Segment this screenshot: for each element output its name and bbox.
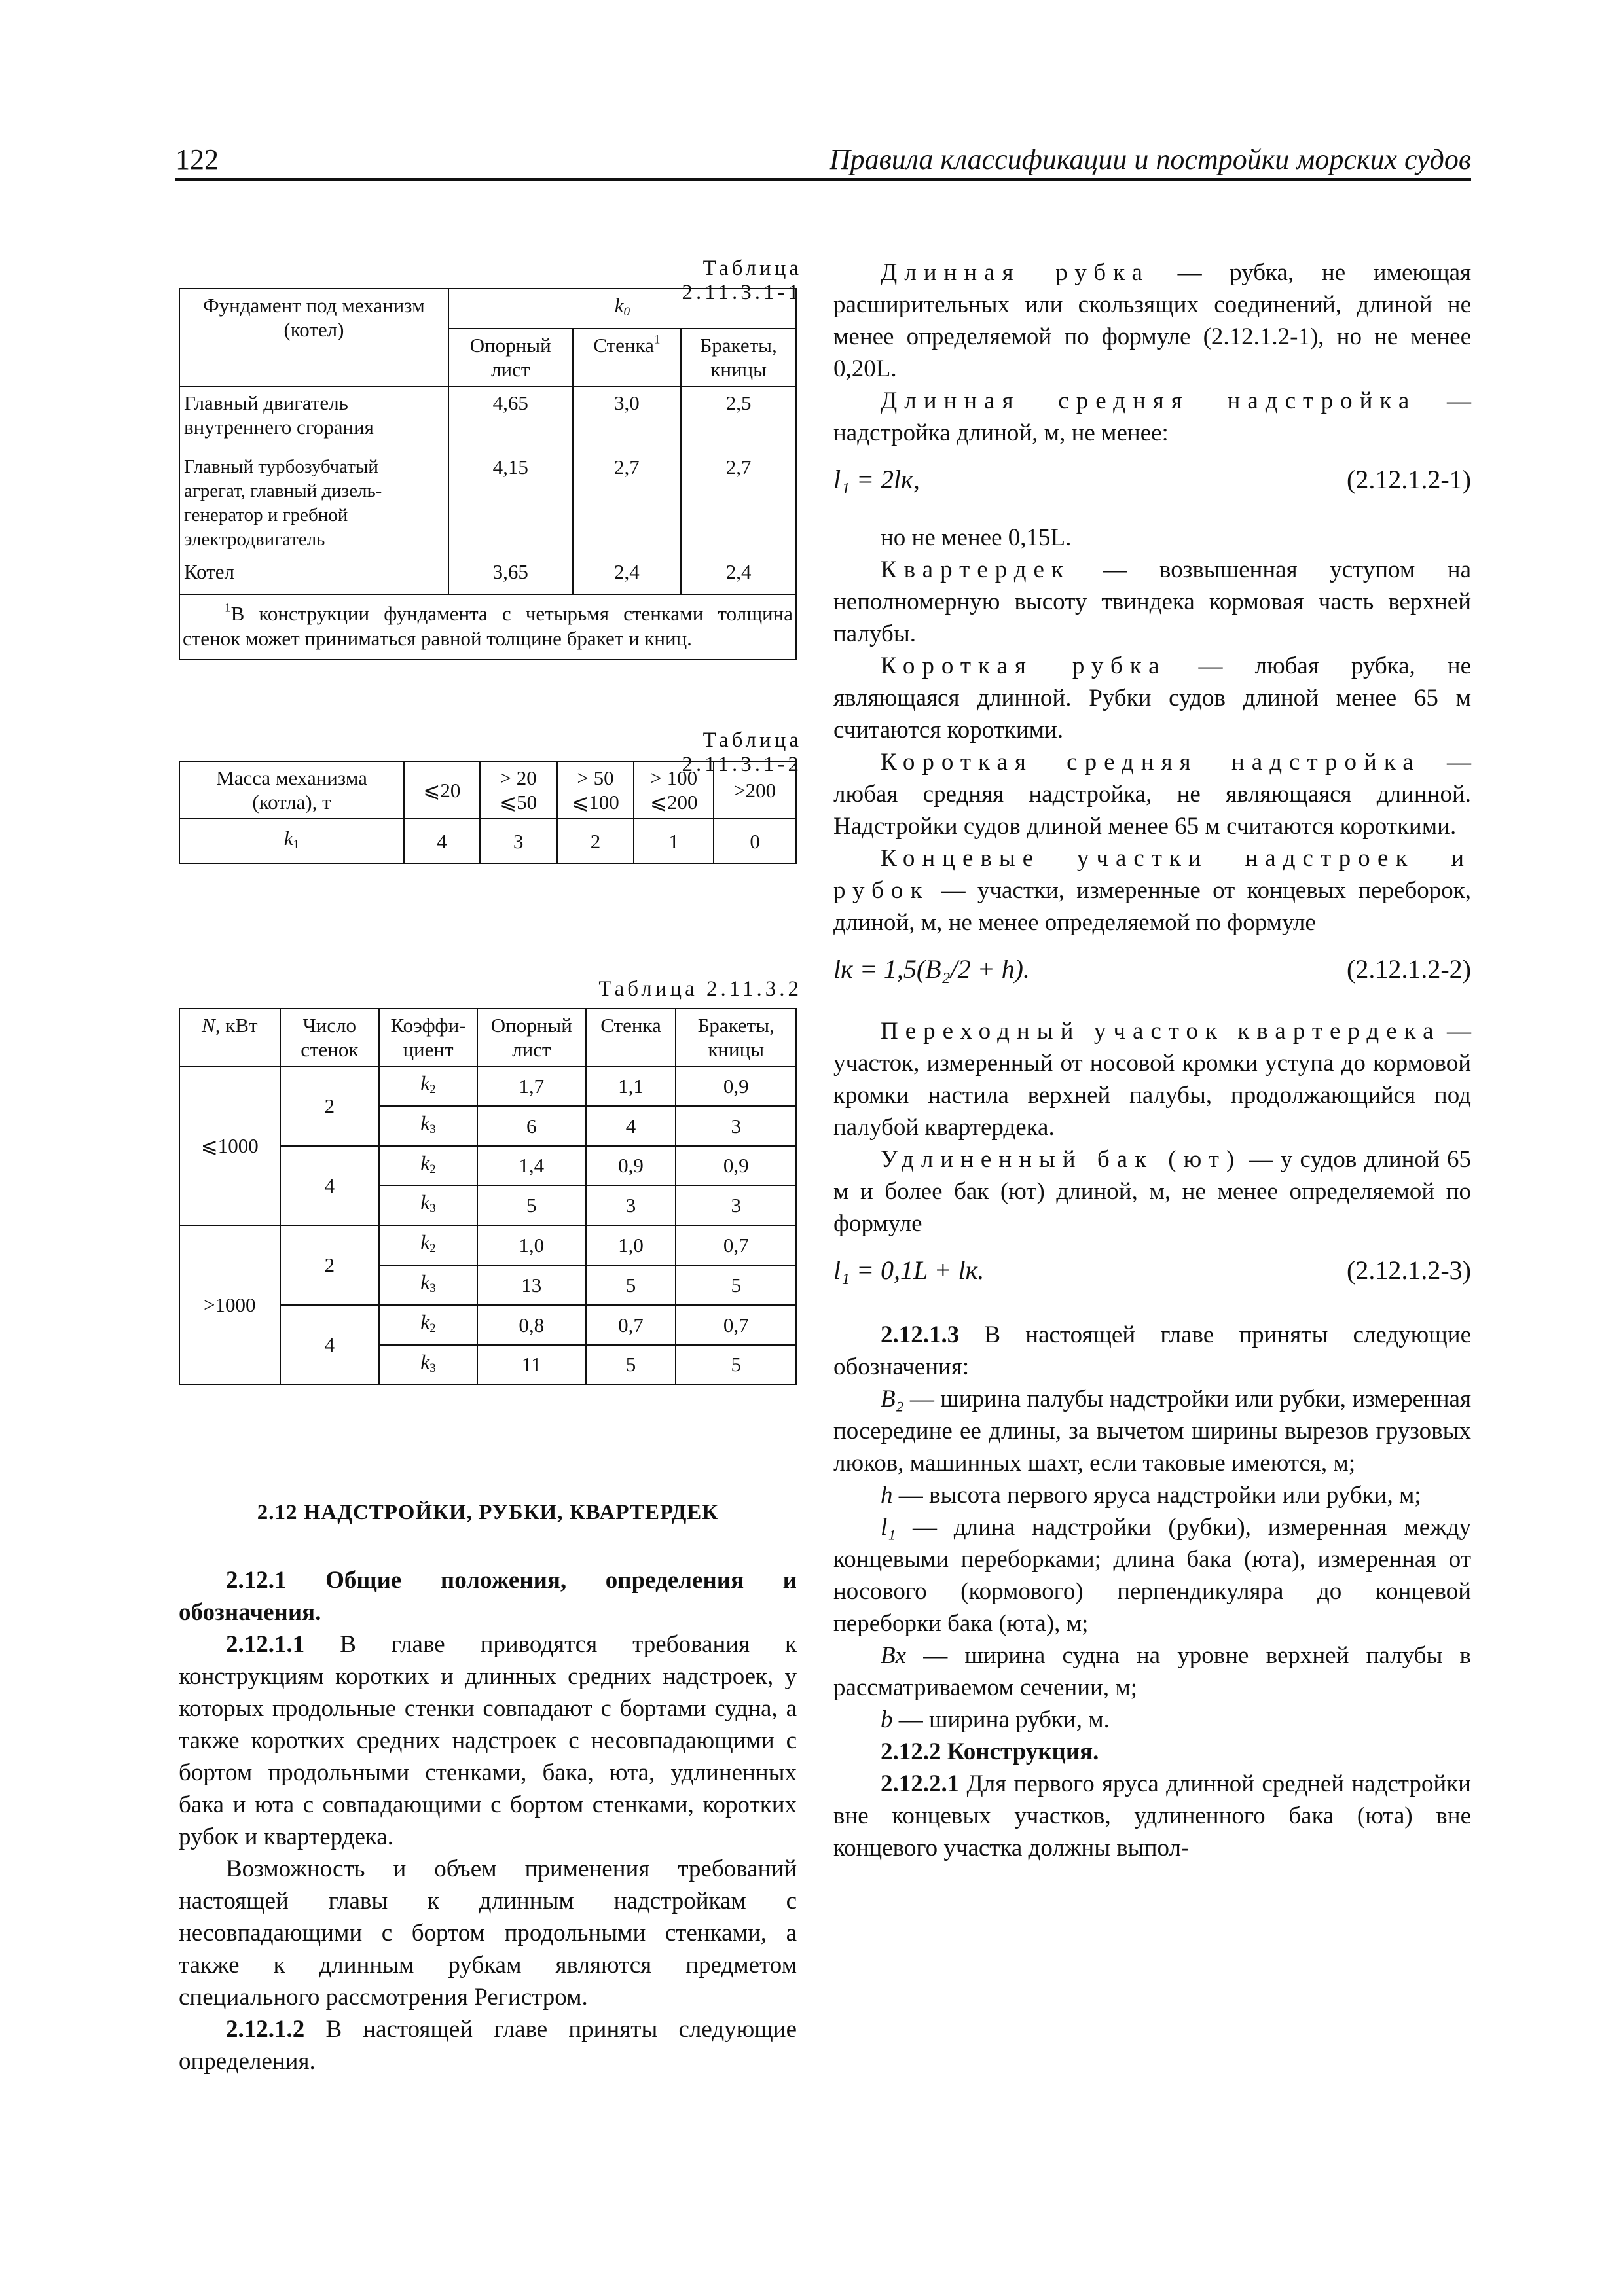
right-column	[833, 257, 1471, 1864]
t3-walls-cell: 4	[280, 1146, 380, 1226]
t3-head-wall: Стенка	[586, 1009, 676, 1066]
symbol-l1: l₁ — длина надстройки (рубки), измеренная между концевыми переборками; длина бака (юта), измеренная от носового (кормового) перпендикуляра до концевой переборки бака (юта), м;	[833, 1514, 1471, 1637]
t1-head-brackets: Бракеты, кницы	[681, 329, 796, 386]
table-row	[179, 1225, 796, 1265]
t2-head-range: ⩽20	[404, 761, 480, 819]
t1-cell: 2,7	[573, 451, 682, 556]
t1-head-k0: $k_0$	[448, 289, 796, 329]
t3-coeff-symbol: k	[420, 1230, 430, 1254]
definition-short-deckhouse: Короткая рубка — любая рубка, не являющаяся длинной. Рубки судов длиной менее 65 м считаются короткими.	[833, 653, 1471, 744]
t3-coeff-index: 2	[429, 1162, 436, 1176]
t3-cell: 3	[586, 1185, 676, 1225]
t3-cell: 5	[676, 1265, 796, 1305]
t2-head-range: > 50 ⩽100	[557, 761, 634, 819]
t3-cell: 0,9	[586, 1146, 676, 1186]
t3-coeff-cell	[379, 1225, 477, 1265]
t3-head-walls: Число стенок	[280, 1009, 380, 1066]
paragraph: 2.12.1.2 В настоящей главе приняты следующие определения.	[179, 2016, 797, 2075]
symbol-b2: B₂ — ширина палубы надстройки или рубки, измеренная посередине ее длины, за вычетом ширины вырезов грузовых люков, машинных шахт, если таковые имеются, м;	[833, 1386, 1471, 1477]
t3-coeff-index: 3	[429, 1281, 436, 1295]
t1-cell: 3,0	[573, 386, 682, 451]
symbol-h: h — высота первого яруса надстройки или рубки, м;	[881, 1482, 1421, 1509]
t3-cell: 13	[477, 1265, 586, 1305]
t2-cell: 3	[480, 819, 557, 863]
t3-coeff-cell	[379, 1066, 477, 1106]
t1-cell: 4,15	[448, 451, 573, 556]
symbol-bx: Bx — ширина судна на уровне верхней палубы в рассматриваемом сечении, м;	[833, 1642, 1471, 1701]
paragraph: но не менее 0,15L.	[881, 524, 1072, 551]
t3-cell: 1,0	[586, 1225, 676, 1265]
t3-cell: 3	[676, 1106, 796, 1146]
t1-head-wall: Стенка$^1$	[573, 329, 682, 386]
t3-cell: 0,7	[676, 1225, 796, 1265]
t3-cell: 1,1	[586, 1066, 676, 1106]
t3-walls-cell: 2	[280, 1066, 380, 1146]
t3-coeff-symbol: k	[420, 1350, 430, 1373]
table-row	[179, 556, 796, 594]
t2-cell: 2	[557, 819, 634, 863]
t1-head-foundation: Фундамент под механизм (котел)	[179, 289, 448, 386]
table1-caption: Таблица 2.11.3.1-1	[682, 257, 802, 304]
paragraph: 2.12.2.1 Для первого яруса длинной средней надстройки вне концевых участков, удлиненного бака (юта) вне концевого участка должны выпол-	[833, 1770, 1471, 1861]
t2-cell: 1	[634, 819, 714, 863]
t3-coeff-symbol: k	[420, 1151, 430, 1174]
paragraph: Возможность и объем применения требований настоящей главы к длинным надстройкам с несовпадающими с бортом продольными стенками, а также к длинным рубкам являются предметом специального рассмотрения Регистром.	[179, 1856, 797, 2011]
t3-coeff-index: 2	[429, 1241, 436, 1255]
t3-coeff-symbol: k	[420, 1191, 430, 1214]
definition-long-deckhouse: Длинная рубка — рубка, не имеющая расширительных или скользящих соединений, длиной не менее определяемой по формуле (2.12.1.2-1), но не менее 0,20L.	[833, 259, 1472, 382]
t3-cell: 0,8	[477, 1305, 586, 1345]
t2-row-label: $k_1$	[179, 819, 404, 863]
t3-cell: 5	[676, 1345, 796, 1385]
t1-cell: 2,7	[681, 451, 796, 556]
t3-coeff-symbol: k	[420, 1310, 430, 1333]
t1-cell: 2,4	[573, 556, 682, 594]
table2-caption: Таблица 2.11.3.1-2	[682, 728, 802, 776]
t2-head-range: > 20 ⩽50	[480, 761, 557, 819]
t3-head-plate: Опорный лист	[477, 1009, 586, 1066]
t2-cell: 4	[404, 819, 480, 863]
t3-cell: 3	[676, 1185, 796, 1225]
header-rule	[175, 178, 1471, 181]
t1-cell: 3,65	[448, 556, 573, 594]
t3-coeff-symbol: k	[420, 1270, 430, 1293]
t3-coeff-symbol: k	[420, 1111, 430, 1134]
definition-quarterdeck: Квартердек — возвышенная уступом на неполномерную высоту твиндека кормовая часть верхней палубы.	[833, 556, 1471, 647]
definition-long-superstructure: Длинная средняя надстройка — надстройка длиной, м, не менее:	[833, 387, 1471, 446]
t3-coeff-index: 2	[429, 1321, 436, 1335]
t3-cell: 1,4	[477, 1146, 586, 1186]
t1-row-name: Главный двигатель внутреннего сгорания	[179, 386, 448, 451]
t1-row-name: Котел	[179, 556, 448, 594]
table-2-11-3-1-2	[179, 761, 797, 864]
t3-power-cell: >1000	[179, 1225, 280, 1384]
formula-2-12-1-2-1: l₁ = 2lк, (2.12.1.2-1)	[833, 465, 1471, 494]
t3-cell: 0,7	[586, 1305, 676, 1345]
t3-coeff-index: 3	[429, 1122, 436, 1136]
t3-cell: 5	[586, 1345, 676, 1385]
formula-2-12-1-2-3: l₁ = 0,1L + lк. (2.12.1.2-3)	[833, 1255, 1471, 1285]
table-row	[179, 819, 796, 863]
t2-head-range: >200	[714, 761, 796, 819]
t3-coeff-cell	[379, 1265, 477, 1305]
t3-cell: 0,9	[676, 1146, 796, 1186]
t3-head-power: N, кВт	[179, 1009, 280, 1066]
t1-head-plate: Опорный лист	[448, 329, 573, 386]
t3-head-brackets: Бракеты, кницы	[676, 1009, 796, 1066]
t1-row-name: Главный турбозубчатый агрегат, главный дизель-генератор и гребной электродвигатель	[179, 451, 448, 556]
t3-cell: 1,0	[477, 1225, 586, 1265]
page-number: 122	[175, 143, 219, 175]
t3-coeff-cell	[379, 1345, 477, 1385]
subsection-heading: 2.12.1 Общие положения, определения и обозначения.	[179, 1567, 797, 1626]
t3-coeff-cell	[379, 1146, 477, 1186]
definition-short-superstructure: Короткая средняя надстройка — любая средняя надстройка, не являющаяся длинной. Надстройки судов длиной менее 65 м считаются короткими.	[833, 749, 1471, 840]
t1-footnote: $^1$В конструкции фундамента с четырьмя стенками толщина стенок может приниматься равной толщине бракет и книц.	[179, 594, 796, 660]
table-row	[179, 1066, 796, 1106]
t3-body	[179, 1066, 796, 1384]
t1-cell: 2,5	[681, 386, 796, 451]
table-row	[179, 451, 796, 556]
t3-coeff-index: 3	[429, 1361, 436, 1375]
t3-cell: 4	[586, 1106, 676, 1146]
definition-end-sections: Концевые участки надстроек и рубок — участки, измеренные от концевых переборок, длиной, м, не менее определяемой по формуле	[833, 845, 1471, 936]
t2-cell: 0	[714, 819, 796, 863]
t3-cell: 5	[477, 1185, 586, 1225]
t1-cell: 4,65	[448, 386, 573, 451]
table-2-11-3-2	[179, 1008, 797, 1385]
definition-extended-forecastle: Удлиненный бак (ют) — у судов длиной 65 м и более бак (ют) длиной, м, не менее определяемой по формуле	[833, 1146, 1472, 1237]
t3-cell: 1,7	[477, 1066, 586, 1106]
section-heading: 2.12 НАДСТРОЙКИ, РУБКИ, КВАРТЕРДЕК	[257, 1501, 719, 1524]
formula-2-12-1-2-2: lк = 1,5(B₂/2 + h). (2.12.1.2-2)	[833, 954, 1471, 984]
t3-walls-cell: 2	[280, 1225, 380, 1305]
t3-power-cell: ⩽1000	[179, 1066, 280, 1225]
t3-coeff-cell	[379, 1185, 477, 1225]
table3-caption: Таблица 2.11.3.2	[598, 977, 802, 1001]
table-2-11-3-1-1	[179, 288, 797, 660]
t3-coeff-cell	[379, 1106, 477, 1146]
t2-head-range: > 100 ⩽200	[634, 761, 714, 819]
paragraph: 2.12.1.3 В настоящей главе приняты следующие обозначения:	[833, 1321, 1471, 1380]
t1-cell: 2,4	[681, 556, 796, 594]
t3-cell: 11	[477, 1345, 586, 1385]
t3-cell: 6	[477, 1106, 586, 1146]
table-row	[179, 386, 796, 451]
t3-coeff-index: 3	[429, 1202, 436, 1216]
t3-cell: 0,7	[676, 1305, 796, 1345]
t3-coeff-index: 2	[429, 1082, 436, 1096]
subsection-heading: 2.12.2 Конструкция.	[881, 1738, 1099, 1765]
paragraph: 2.12.1.1 В главе приводятся требования к конструкциям коротких и длинных средних надстроек, у которых продольные стенки совпадают с бортами судна, а также коротких средних надстроек с несовпадающими с бортом продольными стенками, бака, юта, удлиненных бака и юта с совпадающими с бортом стенками, коротких рубок и квартердека.	[179, 1631, 797, 1850]
running-title: Правила классификации и постройки морских судов	[829, 143, 1471, 175]
symbol-b: b — ширина рубки, м.	[881, 1706, 1110, 1733]
t3-coeff-cell	[379, 1305, 477, 1345]
left-column	[179, 1564, 797, 2077]
t2-head-mass: Масса механизма (котла), т	[179, 761, 404, 819]
t3-coeff-symbol: k	[420, 1071, 430, 1094]
t3-walls-cell: 4	[280, 1305, 380, 1385]
t3-cell: 0,9	[676, 1066, 796, 1106]
t3-head-coeff: Коэффи- циент	[379, 1009, 477, 1066]
t3-cell: 5	[586, 1265, 676, 1305]
definition-transition-section: Переходный участок квартердека — участок, измеренный от носовой кромки уступа до кормовой кромки настила верхней палубы, продолжающийся под палубой квартердека.	[833, 1018, 1471, 1141]
